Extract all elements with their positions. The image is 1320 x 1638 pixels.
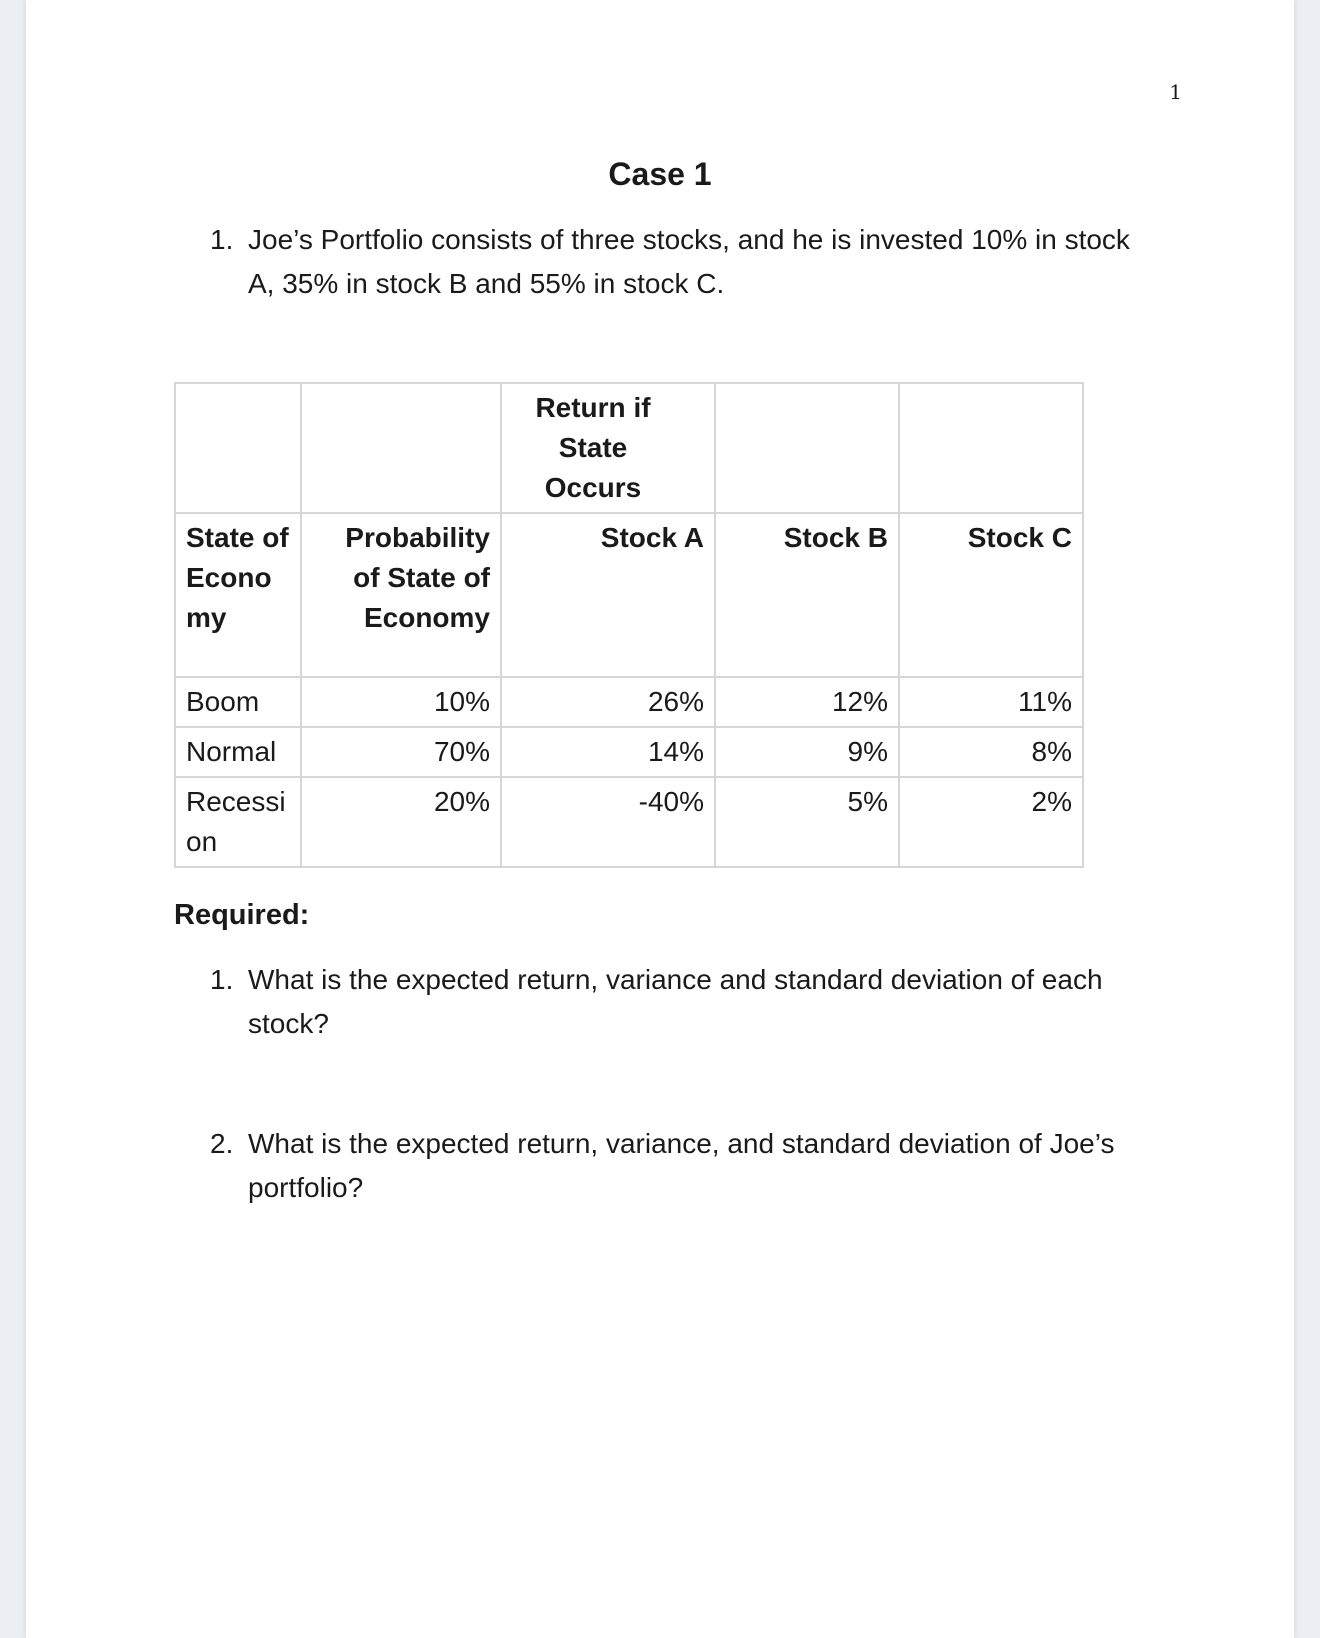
header-stock-a: Stock A	[501, 513, 715, 677]
cell-probability: 70%	[301, 727, 501, 777]
required-heading: Required:	[174, 899, 310, 931]
header-probability: Probability of State of Economy	[301, 513, 501, 677]
question-number: 1.	[210, 964, 234, 995]
question-number: 2.	[210, 1128, 234, 1159]
table-header-row	[175, 513, 1083, 677]
intro-number: 1.	[210, 224, 234, 255]
group-header-return-if-state-occurs: Return if State Occurs	[501, 383, 715, 513]
header-stock-b: Stock B	[715, 513, 899, 677]
cell-probability: 10%	[301, 677, 501, 727]
cell-state: Recessi on	[175, 777, 301, 867]
case-title: Case 1	[608, 156, 712, 192]
cell-stock-a: -40%	[501, 777, 715, 867]
cell-stock-a: 26%	[501, 677, 715, 727]
header-stock-c: Stock C	[899, 513, 1083, 677]
table-row	[175, 677, 1083, 727]
table-group-header-row	[175, 383, 1083, 513]
question-text: What is the expected return, variance and standard deviation of each stock?	[248, 964, 1103, 1039]
returns-table	[174, 382, 1084, 868]
question-1	[210, 958, 1160, 1046]
cell-stock-b: 9%	[715, 727, 899, 777]
table-cell-empty	[175, 383, 301, 513]
cell-stock-c: 11%	[899, 677, 1083, 727]
cell-probability: 20%	[301, 777, 501, 867]
table-row	[175, 777, 1083, 867]
table-cell-empty	[301, 383, 501, 513]
question-text: What is the expected return, variance, and standard deviation of Joe’s portfolio?	[248, 1128, 1115, 1203]
intro-text: Joe’s Portfolio consists of three stocks, and he is invested 10% in stock A, 35% in stock B and 55% in stock C.	[248, 224, 1130, 299]
document-page	[26, 0, 1294, 1638]
cell-stock-a: 14%	[501, 727, 715, 777]
cell-stock-b: 12%	[715, 677, 899, 727]
cell-stock-c: 2%	[899, 777, 1083, 867]
cell-stock-c: 8%	[899, 727, 1083, 777]
cell-stock-b: 5%	[715, 777, 899, 867]
header-state-of-economy: State of Econo my	[175, 513, 301, 677]
intro-paragraph	[210, 218, 1160, 306]
table-row	[175, 727, 1083, 777]
table-cell-empty	[899, 383, 1083, 513]
question-2	[210, 1122, 1160, 1210]
table-cell-empty	[715, 383, 899, 513]
page-number: 1	[1169, 80, 1182, 104]
cell-state: Normal	[175, 727, 301, 777]
cell-state: Boom	[175, 677, 301, 727]
